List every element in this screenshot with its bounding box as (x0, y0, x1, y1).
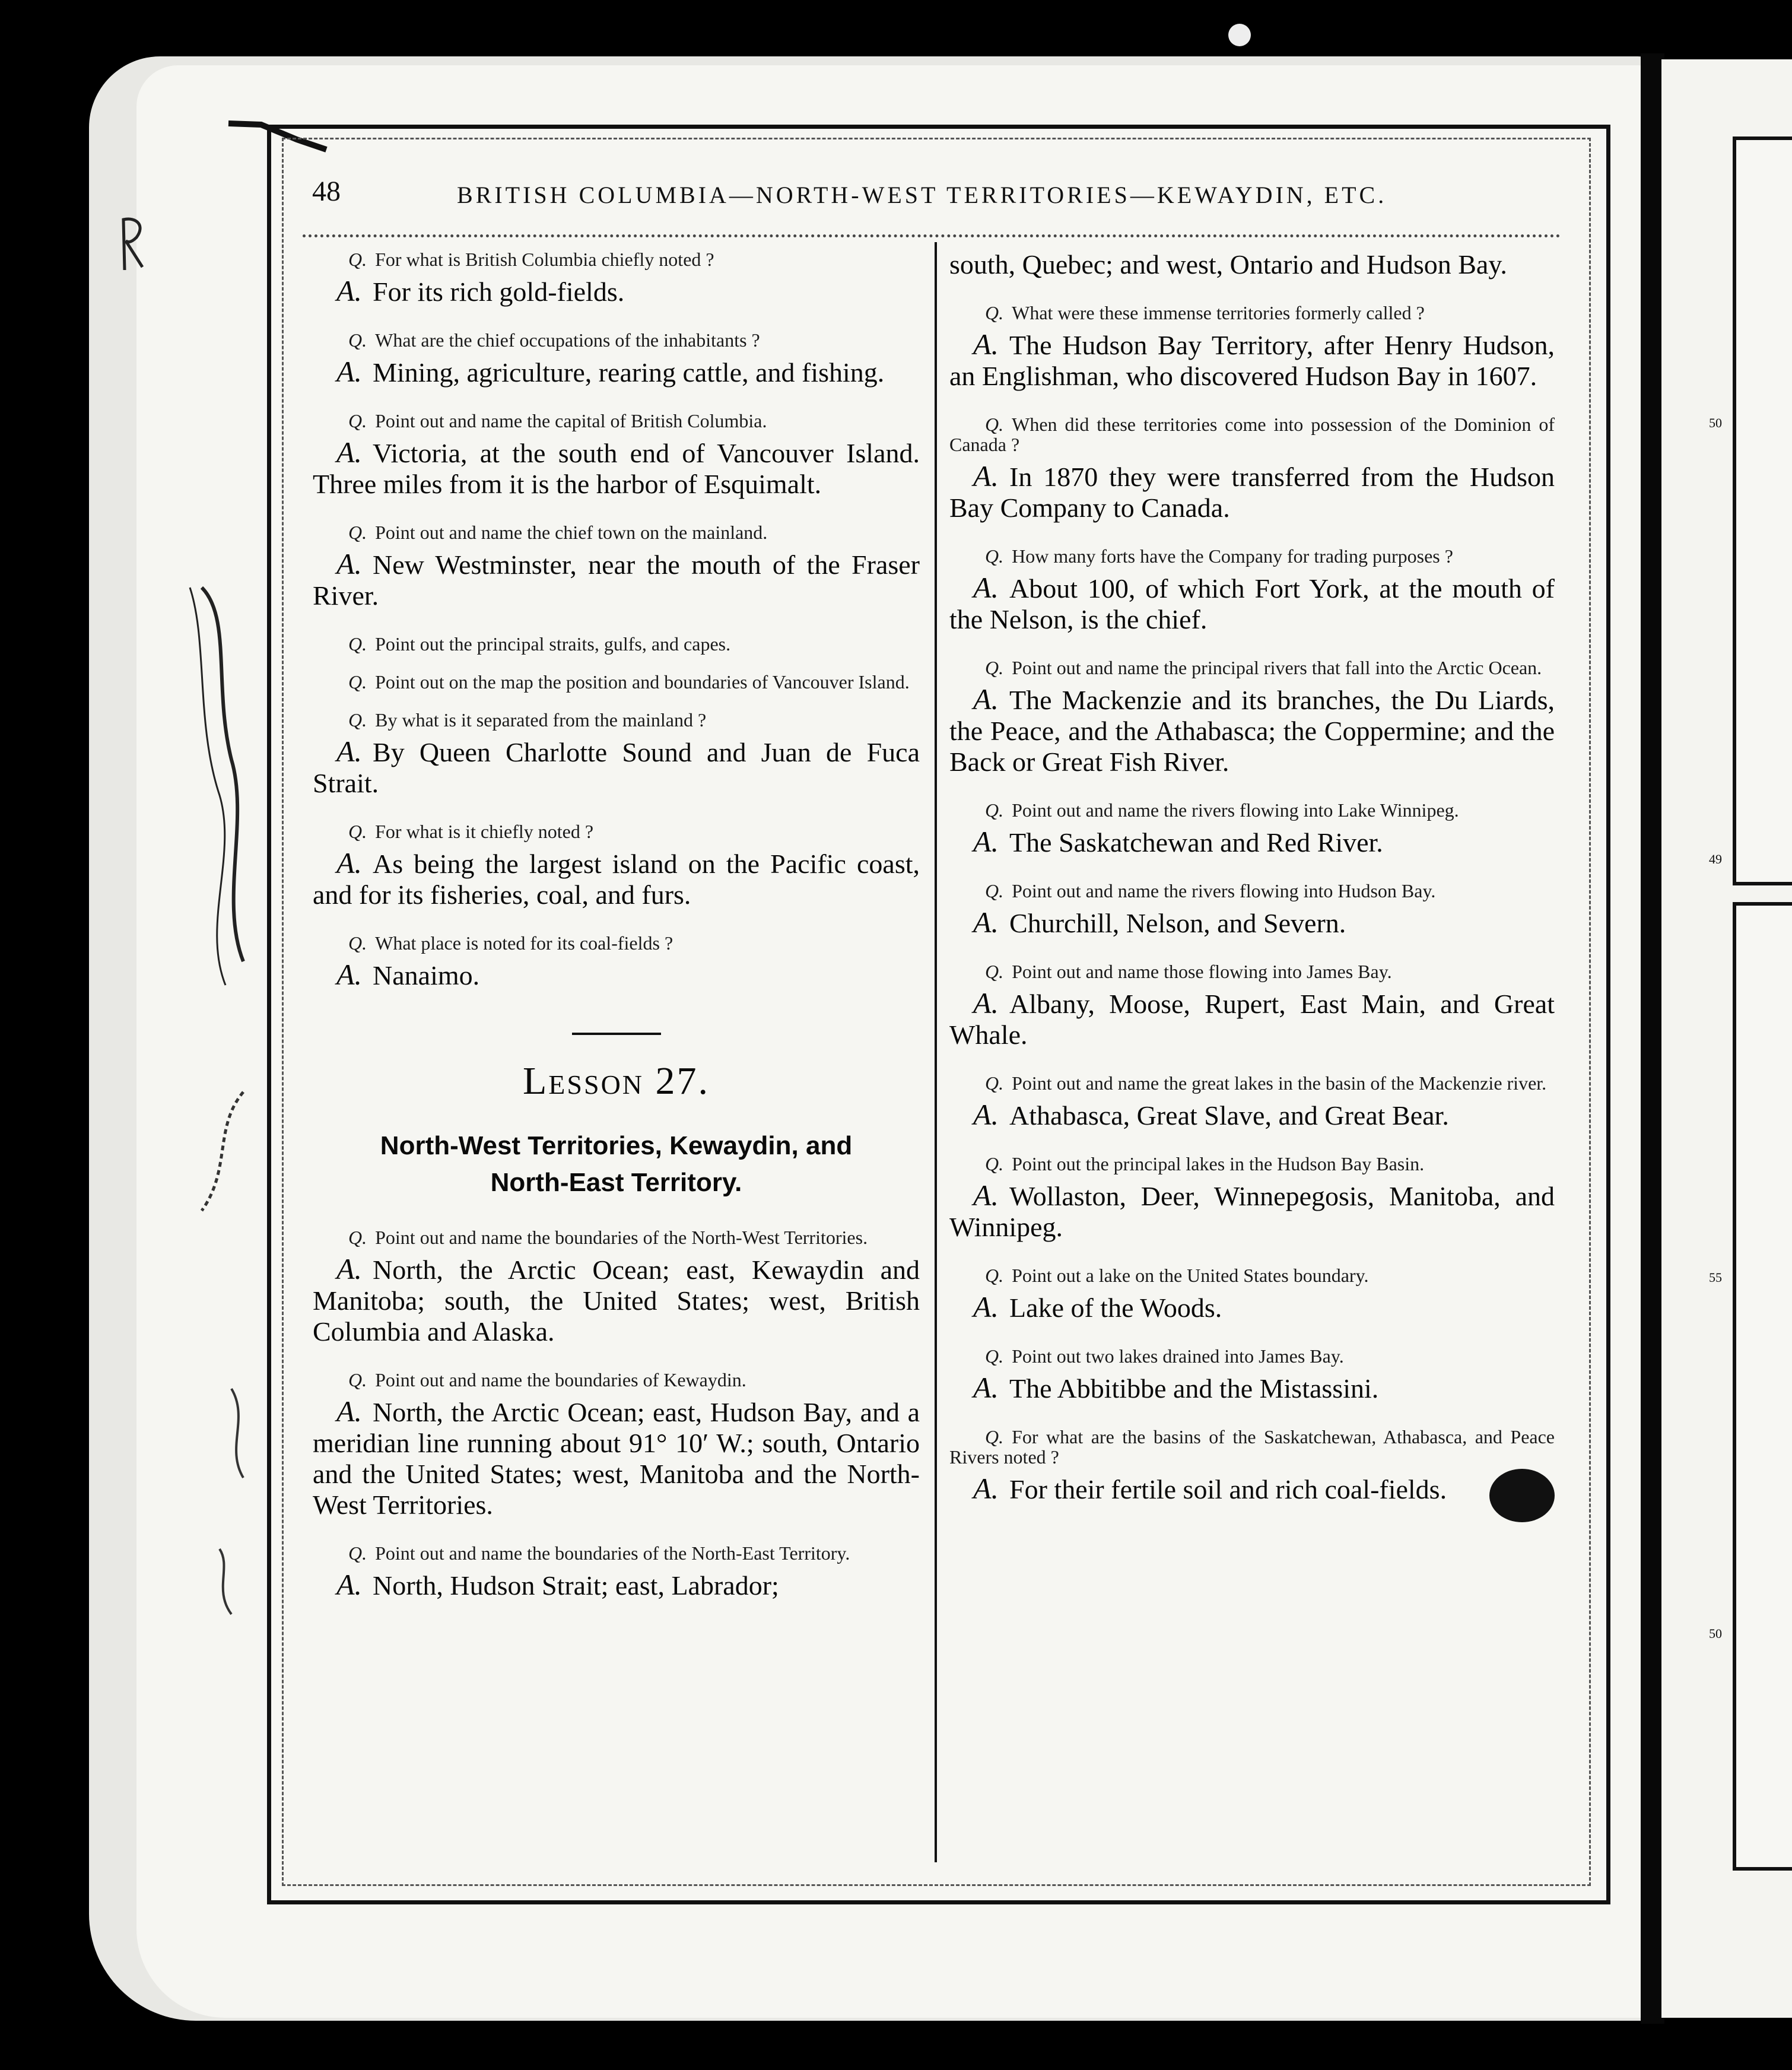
qa-entry (313, 1227, 920, 1347)
qa-entry (949, 658, 1555, 777)
qa-entry (949, 303, 1555, 392)
answer-text: Mining, agriculture, rearing cattle, and fishing. (373, 357, 885, 388)
answer-text: The Abbitibbe and the Mistassini. (1009, 1373, 1379, 1404)
question-label: Q. (348, 522, 367, 543)
answer-label: A. (973, 682, 999, 716)
scan-artifact-dot (1228, 24, 1251, 46)
question-label: Q. (985, 1345, 1004, 1367)
answer-text: The Mackenzie and its branches, the Du Liards, the Peace, and the Athabasca; the Coppermine; and the Back or Great Fish River. (949, 685, 1555, 777)
answer (949, 988, 1555, 1050)
question (313, 1370, 920, 1390)
qa-entry (313, 411, 920, 500)
qa-entry (949, 1346, 1555, 1404)
qa-entry (313, 330, 920, 388)
answer-text: The Saskatchewan and Red River. (1009, 827, 1383, 858)
lesson-subheading (313, 1128, 920, 1201)
qa-entry (949, 1154, 1555, 1243)
answer-label: A. (973, 1098, 999, 1131)
answer (313, 1396, 920, 1520)
question (313, 249, 920, 269)
answer-text: Lake of the Woods. (1009, 1293, 1222, 1323)
lesson-subheading-line: North-West Territories, Kewaydin, and (380, 1131, 853, 1160)
question-text: Point out and name the chief town on the mainland. (375, 522, 768, 543)
qa-entry (313, 933, 920, 991)
question (949, 800, 1555, 820)
answer (949, 684, 1555, 777)
question-text: How many forts have the Company for trading purposes ? (1012, 545, 1453, 567)
question-label: Q. (985, 961, 1004, 982)
question-text: Point out and name those flowing into James Bay. (1012, 961, 1392, 982)
answer (949, 329, 1555, 392)
question (949, 546, 1555, 566)
answer-label: A. (336, 958, 363, 991)
left-column (313, 249, 920, 1624)
qa-entry (949, 414, 1555, 523)
qa-entry (313, 821, 920, 910)
answer-text: In 1870 they were transferred from the Hudson Bay Company to Canada. (949, 462, 1555, 523)
answer (949, 1180, 1555, 1243)
question-label: Q. (348, 633, 367, 655)
question-text: When did these territories come into possession of the Dominion of Canada ? (949, 414, 1555, 455)
answer-label: A. (336, 274, 363, 307)
answer-label: A. (973, 825, 999, 858)
question (313, 411, 920, 431)
pencil-annotation (113, 214, 154, 273)
answer (313, 959, 920, 991)
question-text: By what is it separated from the mainland ? (375, 709, 707, 731)
question-label: Q. (348, 329, 367, 351)
question (313, 330, 920, 350)
question-label: Q. (348, 1369, 367, 1390)
question-label: Q. (985, 799, 1004, 821)
book-gutter (1641, 53, 1664, 2024)
question-text: Point out a lake on the United States boundary. (1012, 1265, 1369, 1286)
map-tick-label: 50 (1709, 1626, 1722, 1641)
answer-label: A. (973, 459, 999, 493)
qa-entry (949, 546, 1555, 635)
question-text: For what are the basins of the Saskatchewan, Athabasca, and Peace Rivers noted ? (949, 1426, 1555, 1468)
answer-label: A. (973, 986, 999, 1020)
answer-continuation: south, Quebec; and west, Ontario and Hudson Bay. (949, 249, 1507, 280)
map-tick-label: 55 (1709, 1270, 1722, 1285)
answer (949, 907, 1555, 939)
question-text: Point out the principal lakes in the Hudson Bay Basin. (1012, 1153, 1425, 1174)
question (949, 1154, 1555, 1174)
question-label: Q. (985, 1265, 1004, 1286)
question (949, 1427, 1555, 1467)
answer-label: A. (973, 571, 999, 604)
question (313, 634, 920, 654)
page-header (0, 175, 1792, 217)
question-text: What were these immense territories formerly called ? (1012, 302, 1425, 323)
question-label: Q. (348, 821, 367, 842)
running-title: BRITISH COLUMBIA—NORTH-WEST TERRITORIES—KEWAYDIN, ETC. (457, 182, 1387, 208)
answer (949, 1473, 1555, 1505)
answer-label: A. (336, 355, 363, 388)
qa-entry (313, 710, 920, 799)
answer (949, 826, 1555, 858)
question-text: Point out and name the capital of British Columbia. (375, 410, 767, 431)
answer (949, 461, 1555, 523)
qa-entry (313, 249, 920, 307)
lesson-subheading-line: North-East Territory. (490, 1168, 742, 1197)
qa-entry (313, 1543, 920, 1601)
answer-text: Athabasca, Great Slave, and Great Bear. (1009, 1100, 1449, 1131)
question (949, 961, 1555, 982)
answer-label: A. (336, 1395, 363, 1428)
qa-entry (949, 800, 1555, 858)
question (949, 1346, 1555, 1366)
question-text: Point out two lakes drained into James Bay. (1012, 1345, 1344, 1367)
qa-entry (949, 961, 1555, 1050)
qa-entry (949, 1265, 1555, 1323)
question-text: Point out and name the boundaries of Kewaydin. (375, 1369, 746, 1390)
answer-label: A. (336, 1252, 363, 1285)
question (313, 933, 920, 953)
question-label: Q. (985, 657, 1004, 678)
answer-text: About 100, of which Fort York, at the mouth of the Nelson, is the chief. (949, 573, 1555, 634)
question-label: Q. (985, 302, 1004, 323)
qa-entry (313, 522, 920, 611)
answer-text: For their fertile soil and rich coal-fields. (1009, 1474, 1447, 1504)
question-text: For what is it chiefly noted ? (375, 821, 594, 842)
margin-scribbles (178, 570, 279, 1638)
question (313, 710, 920, 730)
answer (949, 572, 1555, 635)
lesson-rule (572, 1033, 661, 1035)
qa-entry (313, 672, 920, 692)
lesson-heading: Lesson 27. (522, 1059, 710, 1103)
answer (313, 1253, 920, 1347)
question (949, 414, 1555, 455)
answer-label: A. (336, 846, 363, 880)
answer-text: As being the largest island on the Pacific coast, and for its fisheries, coal, and furs. (313, 849, 920, 910)
answer-text: For its rich gold-fields. (373, 277, 625, 307)
question-text: What place is noted for its coal-fields ? (375, 932, 673, 954)
answer-text: By Queen Charlotte Sound and Juan de Fuca Strait. (313, 737, 920, 798)
question-label: Q. (985, 1426, 1004, 1447)
answer (313, 736, 920, 799)
question-label: Q. (348, 249, 367, 270)
qa-entry (949, 1427, 1555, 1505)
answer-text: Nanaimo. (373, 960, 480, 990)
adjacent-map-upper (1733, 136, 1792, 885)
column-divider (935, 242, 937, 1862)
question (949, 1265, 1555, 1285)
answer-text: Wollaston, Deer, Winnepegosis, Manitoba, and Winnipeg. (949, 1181, 1555, 1242)
question-label: Q. (985, 414, 1004, 435)
question-label: Q. (985, 1072, 1004, 1094)
map-tick-label: 49 (1709, 852, 1722, 866)
question (949, 658, 1555, 678)
adjacent-map-lower (1733, 902, 1792, 1871)
qa-entry (949, 881, 1555, 939)
question-text: Point out and name the principal rivers that fall into the Arctic Ocean. (1012, 657, 1542, 678)
answer (313, 275, 920, 307)
question-text: For what is British Columbia chiefly noted ? (375, 249, 714, 270)
answer-label: A. (336, 735, 363, 768)
question (949, 303, 1555, 323)
qa-entry (313, 1370, 920, 1520)
answer-text: New Westminster, near the mouth of the Fraser River. (313, 550, 920, 611)
answer-label: A. (973, 1179, 999, 1212)
question-text: Point out on the map the position and boundaries of Vancouver Island. (375, 671, 910, 693)
question (949, 1073, 1555, 1093)
page-number: 48 (312, 176, 341, 207)
answer (313, 548, 920, 611)
answer-text: Albany, Moose, Rupert, East Main, and Great Whale. (949, 989, 1555, 1050)
question-label: Q. (348, 1227, 367, 1248)
question (949, 881, 1555, 901)
question-text: Point out and name the rivers flowing into Lake Winnipeg. (1012, 799, 1459, 821)
answer (313, 356, 920, 388)
question-label: Q. (348, 671, 367, 693)
map-tick-label: 50 (1709, 415, 1722, 430)
right-column (949, 249, 1555, 1528)
answer-text: North, Hudson Strait; east, Labrador; (373, 1570, 779, 1601)
question-text: Point out and name the boundaries of the North-West Territories. (375, 1227, 868, 1248)
answer (313, 437, 920, 500)
header-ornament (303, 234, 1561, 243)
answer-text: North, the Arctic Ocean; east, Hudson Bay, and a meridian line running about 91° 10′ W.; south, Ontario and the United States; west, Manitoba and the North-West Territories. (313, 1397, 920, 1520)
qa-entry (949, 1073, 1555, 1131)
ink-blot (1489, 1469, 1555, 1522)
answer (949, 1372, 1555, 1404)
answer-text: Churchill, Nelson, and Severn. (1009, 908, 1346, 938)
answer (949, 1291, 1555, 1323)
question-label: Q. (348, 1542, 367, 1564)
answer (949, 1099, 1555, 1131)
answer-label: A. (973, 328, 999, 361)
answer-label: A. (973, 1472, 999, 1505)
answer-label: A. (973, 1290, 999, 1323)
answer-label: A. (336, 1568, 363, 1601)
qa-entry (313, 634, 920, 654)
answer-text: The Hudson Bay Territory, after Henry Hudson, an Englishman, who discovered Hudson Bay in 1607. (949, 330, 1555, 391)
answer-label: A. (973, 906, 999, 939)
question-label: Q. (985, 880, 1004, 901)
question-text: Point out and name the rivers flowing into Hudson Bay. (1012, 880, 1436, 901)
question-text: Point out and name the great lakes in the basin of the Mackenzie river. (1012, 1072, 1547, 1094)
answer-label: A. (973, 1371, 999, 1404)
answer-label: A. (336, 547, 363, 580)
question-label: Q. (348, 410, 367, 431)
answer (313, 1569, 920, 1601)
answer (313, 847, 920, 910)
question (313, 672, 920, 692)
question-text: Point out and name the boundaries of the North-East Territory. (375, 1542, 850, 1564)
question-label: Q. (985, 1153, 1004, 1174)
question-label: Q. (348, 709, 367, 731)
answer-label: A. (336, 436, 363, 469)
answer-text: Victoria, at the south end of Vancouver Island. Three miles from it is the harbor of Esquimalt. (313, 438, 920, 499)
question (313, 821, 920, 842)
question-text: What are the chief occupations of the inhabitants ? (375, 329, 760, 351)
question (313, 1543, 920, 1563)
question-text: Point out the principal straits, gulfs, and capes. (375, 633, 731, 655)
question-label: Q. (985, 545, 1004, 567)
question (313, 1227, 920, 1247)
question-label: Q. (348, 932, 367, 954)
question (313, 522, 920, 542)
answer-text: North, the Arctic Ocean; east, Kewaydin and Manitoba; south, the United States; west, British Columbia and Alaska. (313, 1255, 920, 1347)
